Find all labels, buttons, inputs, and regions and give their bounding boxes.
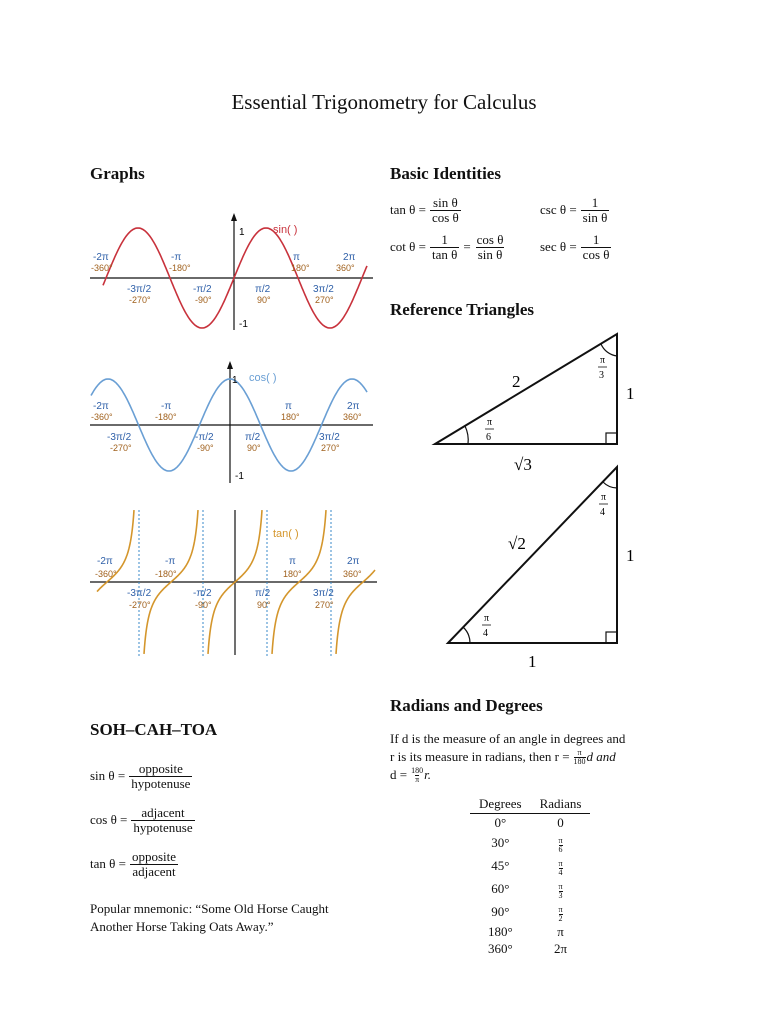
cos-pi2: π/2 [245, 432, 261, 443]
table-cell-rad [559, 883, 563, 900]
page-title: Essential Trigonometry for Calculus [231, 90, 537, 114]
soh-tan-num: opposite [131, 849, 177, 864]
radians-f2-num: 180 [411, 765, 424, 775]
triangle-45-45-90 [448, 467, 635, 671]
table-cell-deg: 90° [491, 903, 510, 919]
sin-3pi2: 3π/2 [313, 284, 334, 295]
tan-branch [97, 510, 134, 591]
radians-f1-num: π [577, 747, 582, 757]
tan-180: 180° [283, 569, 302, 579]
cos-legend: cos( ) [249, 372, 277, 384]
cos-270: 270° [321, 443, 340, 453]
soh-cos [90, 806, 195, 834]
tan-2pi: 2π [347, 556, 360, 567]
tan-neg3pi2: -3π/2 [127, 588, 152, 599]
cos-neg360: -360° [91, 412, 113, 422]
tan-270: 270° [315, 600, 334, 610]
t2-base: 1 [528, 652, 537, 671]
soh-tan-lhs: tan θ = [90, 856, 126, 872]
sin-pi2: π/2 [255, 284, 271, 295]
cos-neg3pi2: -3π/2 [107, 432, 132, 443]
t1-base: √3 [514, 455, 532, 474]
triangle-30-60-90 [435, 334, 635, 474]
rad-den: 2 [558, 914, 563, 923]
table-cell-deg: 45° [491, 857, 510, 873]
tan-negpi: -π [165, 556, 176, 567]
soh-sin-den: hypotenuse [131, 775, 191, 791]
cos-negpi2: -π/2 [195, 432, 214, 443]
trig-graphs [85, 205, 385, 665]
sin-negpi2: -π/2 [193, 284, 212, 295]
identity-cot-num: 1 [441, 232, 448, 247]
sin-neg2pi: -2π [93, 252, 109, 263]
degrees-radians-table [470, 796, 590, 957]
identity-cot-lhs: cot θ = [390, 239, 426, 255]
tan-360: 360° [343, 569, 362, 579]
sin-neg270: -270° [129, 295, 151, 305]
rad-den: 6 [558, 845, 563, 854]
t2-top-angle-den: 4 [600, 507, 605, 518]
rad-num: π [558, 836, 563, 845]
t2-left-angle-den: 4 [483, 628, 488, 639]
soh-sin [90, 762, 192, 790]
table-cell-rad: π [557, 923, 564, 939]
table-cell-deg: 60° [491, 880, 510, 896]
identity-sec-num: 1 [592, 232, 600, 247]
sin-90: 90° [257, 295, 271, 305]
identity-cot-den: tan θ [431, 246, 458, 262]
identity-tan-lhs: tan θ = [390, 202, 426, 218]
sin-2pi: 2π [343, 252, 356, 263]
t1-hypotenuse: 2 [512, 372, 521, 391]
identity-csc-lhs: csc θ = [540, 202, 577, 218]
sin-270: 270° [315, 295, 334, 305]
table-row [470, 854, 590, 877]
soh-cos-lhs: cos θ = [90, 812, 128, 828]
table-cell-deg: 0° [494, 814, 507, 830]
table-row [470, 877, 590, 900]
radians-line2 [390, 748, 690, 766]
identity-tan-den: cos θ [431, 209, 459, 225]
table-cell-rad: 2π [554, 940, 568, 956]
cos-neg90: -90° [197, 443, 214, 453]
identity-cot [390, 233, 505, 261]
table-row [470, 940, 590, 957]
radians-line2a: r is its measure in radians, then r = [390, 749, 570, 764]
t1-top-angle-num: π [600, 355, 606, 366]
radians-f2-den: π [415, 774, 420, 784]
soh-cos-num: adjacent [141, 805, 185, 820]
cos-graph [90, 361, 373, 483]
graphs-heading: Graphs [90, 164, 145, 183]
tan-neg180: -180° [155, 569, 177, 579]
table-row [470, 814, 590, 832]
sin-360: 360° [336, 263, 355, 273]
tan-neg90: -90° [195, 600, 212, 610]
cos-neg270: -270° [110, 443, 132, 453]
table-cell-deg: 180° [487, 923, 513, 939]
tan-neg270: -270° [129, 600, 151, 610]
identity-cot-num2: cos θ [476, 232, 504, 247]
radians-heading: Radians and Degrees [390, 696, 543, 715]
cos-negpi: -π [161, 401, 172, 412]
sin-neg3pi2: -3π/2 [127, 284, 152, 295]
identity-sec [540, 233, 611, 261]
radians-line3b: r. [424, 767, 431, 782]
table-header-radians: Radians [531, 796, 591, 814]
tan-90: 90° [257, 600, 271, 610]
tan-legend: tan( ) [273, 528, 299, 540]
radians-line3a: d = [390, 767, 408, 782]
cos-360: 360° [343, 412, 362, 422]
sin-legend: sin( ) [273, 224, 298, 236]
t1-left-angle-num: π [487, 417, 493, 428]
radians-line3 [390, 766, 690, 784]
soh-cos-den: hypotenuse [133, 819, 193, 835]
table-row [470, 923, 590, 940]
sin-180: 180° [291, 263, 310, 273]
mnemonic-line1: Popular mnemonic: “Some Old Horse Caught [90, 901, 329, 916]
radians-f1-den: 180 [573, 756, 586, 766]
identity-cot-eq: = [463, 239, 471, 255]
cos-neg180: -180° [155, 412, 177, 422]
cos-2pi: 2π [347, 401, 360, 412]
radians-line1: If d is the measure of an angle in degrees and [390, 731, 626, 746]
sin-neg180: -180° [169, 263, 191, 273]
table-cell-deg: 360° [487, 940, 513, 956]
identity-tan [390, 196, 461, 224]
identity-sec-den: cos θ [582, 246, 610, 262]
table-cell-rad: 0 [557, 814, 564, 830]
table-row [470, 900, 590, 923]
sin-one-label: 1 [239, 227, 245, 238]
cos-90: 90° [247, 443, 261, 453]
identities-heading: Basic Identities [390, 164, 501, 183]
table-row [470, 831, 590, 854]
cos-neg2pi: -2π [93, 401, 109, 412]
identity-csc-den: sin θ [582, 209, 608, 225]
cos-180: 180° [281, 412, 300, 422]
triangles-heading: Reference Triangles [390, 300, 534, 319]
table-cell-rad [559, 860, 563, 877]
sin-neg90: -90° [195, 295, 212, 305]
cos-negone-label: -1 [235, 471, 244, 482]
identity-csc-num: 1 [591, 195, 599, 210]
tan-graph [90, 510, 377, 657]
t1-side: 1 [626, 384, 635, 403]
reference-triangles [420, 325, 660, 680]
tan-3pi2: 3π/2 [313, 588, 334, 599]
cos-3pi2: 3π/2 [319, 432, 340, 443]
table-cell-rad [559, 837, 563, 854]
soh-tan-den: adjacent [132, 863, 176, 879]
radians-line2b: d and [586, 749, 616, 764]
rad-den: 4 [558, 868, 563, 877]
table-cell-deg: 30° [491, 834, 510, 850]
t1-top-angle-den: 3 [599, 370, 604, 381]
soh-sin-lhs: sin θ = [90, 768, 126, 784]
rad-den: 3 [558, 891, 563, 900]
identity-csc [540, 196, 609, 224]
sin-negpi: -π [171, 252, 182, 263]
identity-sec-lhs: sec θ = [540, 239, 577, 255]
tan-negpi2: -π/2 [193, 588, 212, 599]
rad-num: π [558, 882, 563, 891]
mnemonic [90, 900, 390, 936]
radians-paragraph [390, 730, 690, 784]
t2-hypotenuse: √2 [508, 534, 526, 553]
rad-num: π [558, 859, 563, 868]
sin-neg360: -360° [91, 263, 113, 273]
soh-sin-num: opposite [138, 761, 183, 776]
table-cell-rad [559, 906, 563, 923]
tan-pi: π [289, 556, 296, 567]
tan-pi2: π/2 [255, 588, 271, 599]
t2-side: 1 [626, 546, 635, 565]
soh-tan [90, 850, 178, 878]
sin-pi: π [293, 252, 300, 263]
t1-left-angle-den: 6 [486, 432, 491, 443]
table-header-degrees: Degrees [470, 796, 531, 814]
cos-one-label: 1 [232, 375, 238, 386]
mnemonic-line2: Another Horse Taking Oats Away.” [90, 919, 274, 934]
t2-top-angle-num: π [601, 492, 607, 503]
sohcahtoa-heading: SOH–CAH–TOA [90, 720, 218, 739]
tan-neg360: -360° [95, 569, 117, 579]
t2-left-angle-num: π [484, 613, 490, 624]
sin-graph [90, 213, 373, 330]
rad-num: π [558, 905, 563, 914]
identity-cot-den2: sin θ [477, 246, 503, 262]
cos-pi: π [285, 401, 292, 412]
sin-negone-label: -1 [239, 319, 248, 330]
identity-tan-num: sin θ [433, 195, 458, 210]
tan-neg2pi: -2π [97, 556, 113, 567]
